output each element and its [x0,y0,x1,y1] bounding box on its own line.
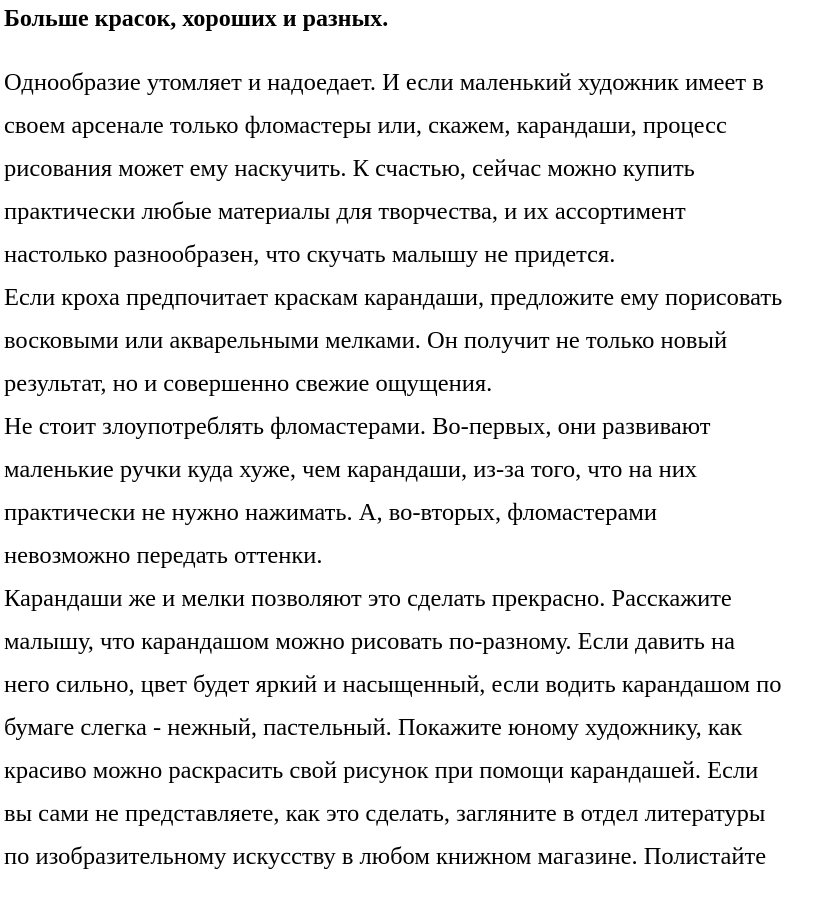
text-line: своем арсенале только фломастеры или, скажем, карандаши, процесс [4,112,727,139]
text-line: Если кроха предпочитает краскам карандаши, предложите ему порисовать [4,284,783,311]
text-line: восковыми или акварельными мелками. Он получит не только новый [4,327,728,354]
text-line: результат, но и совершенно свежие ощущения. [4,370,493,397]
text-line: бумаге слегка - нежный, пастельный. Покажите юному художнику, как [4,714,743,741]
text-line: невозможно передать оттенки. [4,542,323,569]
text-line: рисования может ему наскучить. К счастью, сейчас можно купить [4,155,695,182]
text-line: малышу, что карандашом можно рисовать по-разному. Если давить на [4,628,735,655]
text-line: Однообразие утомляет и надоедает. И если маленький художник имеет в [4,69,764,96]
text-line: красиво можно раскрасить свой рисунок при помощи карандашей. Если [4,757,759,784]
document-title: Больше красок, хороших и разных. [4,6,389,32]
text-line: маленькие ручки куда хуже, чем карандаши, из-за того, что на них [4,456,698,483]
text-line: практически не нужно нажимать. А, во-вторых, фломастерами [4,499,657,526]
text-line: Карандаши же и мелки позволяют это сделать прекрасно. Расскажите [4,585,732,612]
text-line: вы сами не представляете, как это сделать, загляните в отдел литературы [4,800,766,827]
text-line: настолько разнообразен, что скучать малышу не придется. [4,241,616,268]
text-line: него сильно, цвет будет яркий и насыщенный, если водить карандашом по [4,671,782,698]
text-line: по изобразительному искусству в любом книжном магазине. Полистайте [4,843,767,870]
text-line: Не стоит злоупотреблять фломастерами. Во-первых, они развивают [4,413,711,440]
text-line: практически любые материалы для творчества, и их ассортимент [4,198,686,225]
